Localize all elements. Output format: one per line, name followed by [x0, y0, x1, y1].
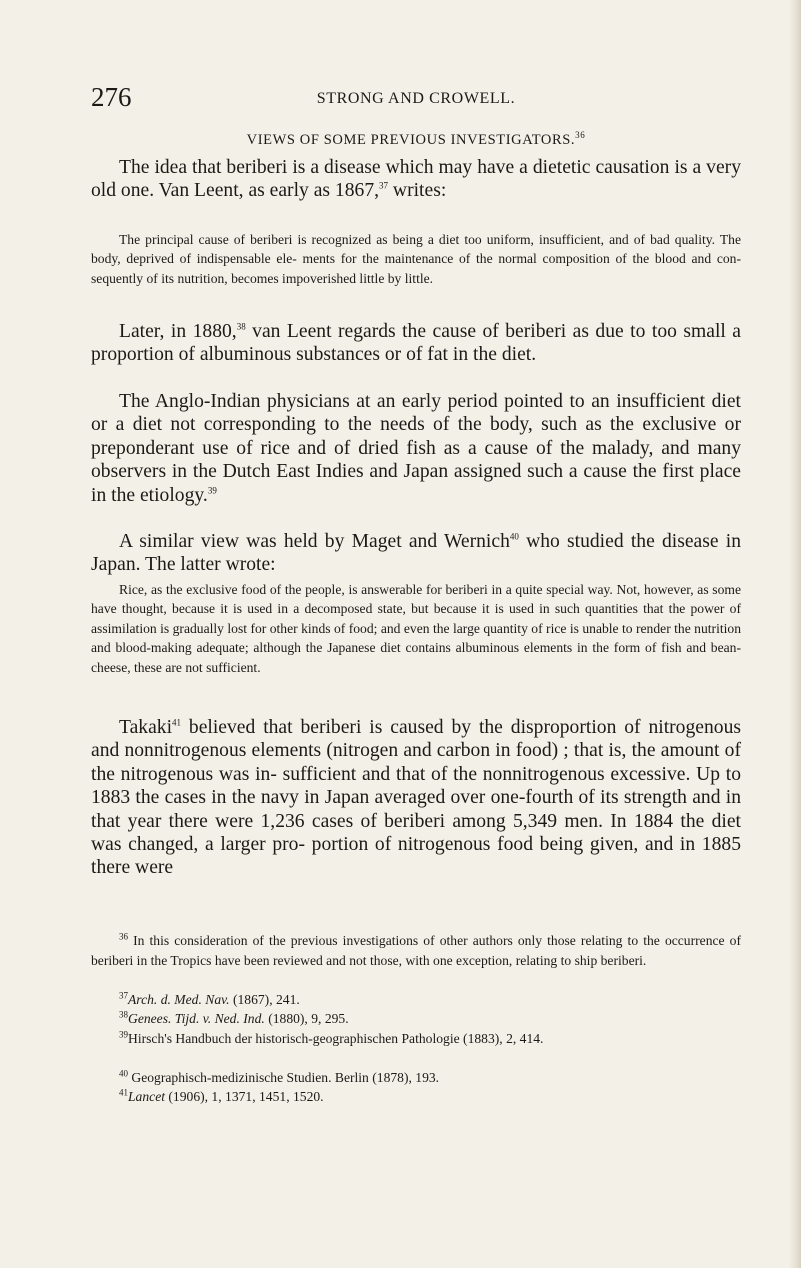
footnote-ref-37: 37: [379, 180, 389, 191]
paragraph-later-text: Later, in 1880,: [119, 321, 237, 342]
footnote-number: 37: [119, 990, 128, 1001]
footnote-text: In this consideration of the previous investigations of other authors only those relating to the occurrence of beriberi in the Tropics have been reviewed and not those, with one exception, relating to ship beriberi.: [91, 933, 741, 968]
footnote-journal: Arch. d. Med. Nav.: [128, 992, 230, 1007]
footnote-ref-39: 39: [207, 485, 217, 496]
paragraph-intro-tail: writes:: [388, 180, 447, 202]
footnote-41: [91, 1087, 741, 1107]
section-heading: [91, 132, 741, 149]
running-title: STRONG AND CROWELL.: [316, 90, 516, 107]
paragraph-maget-wernich-text: A similar view was held by Maget and Wernich: [119, 531, 510, 552]
footnote-number: 41: [119, 1087, 128, 1098]
footnote-ref-38: 38: [236, 321, 246, 332]
footnote-37: [91, 990, 741, 1010]
footnote-number: 40: [119, 1068, 128, 1079]
footnote-ref-36: 36: [575, 130, 586, 141]
paragraph-maget-wernich-tail: who studied the disease in Japan. The latter wrote:: [91, 531, 741, 576]
running-head: [91, 82, 741, 116]
paragraph-anglo-indian-text: The Anglo-Indian physicians at an early period pointed to an insufficient diet or a diet not corresponding to the needs of the body, such as the exclusive or preponderant use of rice and of dried fish as a cause of the malady, and many observers in the Dutch East Indies and Japan assigned such a cause the first place in the etiology.: [91, 391, 741, 506]
page-edge-shadow: [789, 0, 801, 1268]
paragraph-later-tail: van Leent regards the cause of beriberi as due to too small a proportion of albuminous substances or of fat in the diet.: [91, 321, 741, 366]
footnote-text: Hirsch's Handbuch der historisch-geographischen Pathologie (1883), 2, 414.: [128, 1031, 544, 1046]
footnote-ref-40: 40: [509, 531, 519, 542]
footnote-number: 38: [119, 1009, 128, 1020]
paragraph-takaki: [91, 716, 741, 880]
footnote-36: [91, 931, 741, 970]
footnote-journal: Lancet: [128, 1089, 165, 1104]
paragraph-later: [91, 320, 741, 367]
footnote-number: 36: [119, 931, 128, 942]
quote-van-leent: The principal cause of beriberi is recognized as being a diet too uniform, insufficient, and of bad quality. The body, deprived of indispensable ele- ments for the maintenance of the normal composition of the blood and con- sequently of its nutrition, becomes impoverished little by little.: [91, 232, 741, 286]
footnote-40: [91, 1068, 741, 1088]
paragraph-maget-wernich: [91, 530, 741, 577]
paragraph-takaki-tail: believed that beriberi is caused by the disproportion of nitrogenous and nonnitrogenous elements (nitrogen and carbon in food) ; that is, the amount of the nitrogenous was in- sufficient and that of the nonnitrogenous excessive. Up to 1883 the cases in the navy in Japan averaged over one-fourth of its strength and in that year there were 1,236 cases of beriberi among 5,349 men. In 1884 the diet was changed, a larger pro- portion of nitrogenous food being given, and in 1885 there were: [91, 717, 741, 879]
paragraph-anglo-indian: [91, 390, 741, 507]
footnote-journal: Genees. Tijd. v. Ned. Ind.: [128, 1011, 265, 1026]
footnote-39: [91, 1029, 741, 1049]
paragraph-takaki-text: Takaki: [119, 717, 173, 738]
footnote-text: Geographisch-medizinische Studien. Berlin (1878), 193.: [128, 1070, 440, 1085]
footnote-text: (1880), 9, 295.: [264, 1011, 349, 1026]
paragraph-intro-text: The idea that beriberi is a disease which may have a dietetic causation is a very old one. Van Leent, as early as 1867,: [91, 157, 741, 202]
footnote-number: 39: [119, 1029, 128, 1040]
page-number: 276: [91, 82, 132, 112]
footnote-text: (1867), 241.: [229, 992, 300, 1007]
footnote-ref-41: 41: [172, 717, 182, 728]
footnote-text: (1906), 1, 1371, 1451, 1520.: [165, 1089, 324, 1104]
section-heading-text: VIEWS OF SOME PREVIOUS INVESTIGATORS.: [246, 132, 576, 148]
quote-wernich: Rice, as the exclusive food of the people, is answerable for beriberi in a quite special way. Not, however, as some have thought, because it is used in a decomposed state, but because it is used in such quantities that the power of assimilation is gradually lost for other kinds of food; and even the large quantity of rice is unable to render the nutrition and blood-making adequate; although the Japanese diet contains albuminous elements in the form of fish and bean-cheese, these are not sufficient.: [91, 582, 741, 675]
paragraph-intro: [91, 156, 741, 203]
footnote-38: [91, 1009, 741, 1029]
